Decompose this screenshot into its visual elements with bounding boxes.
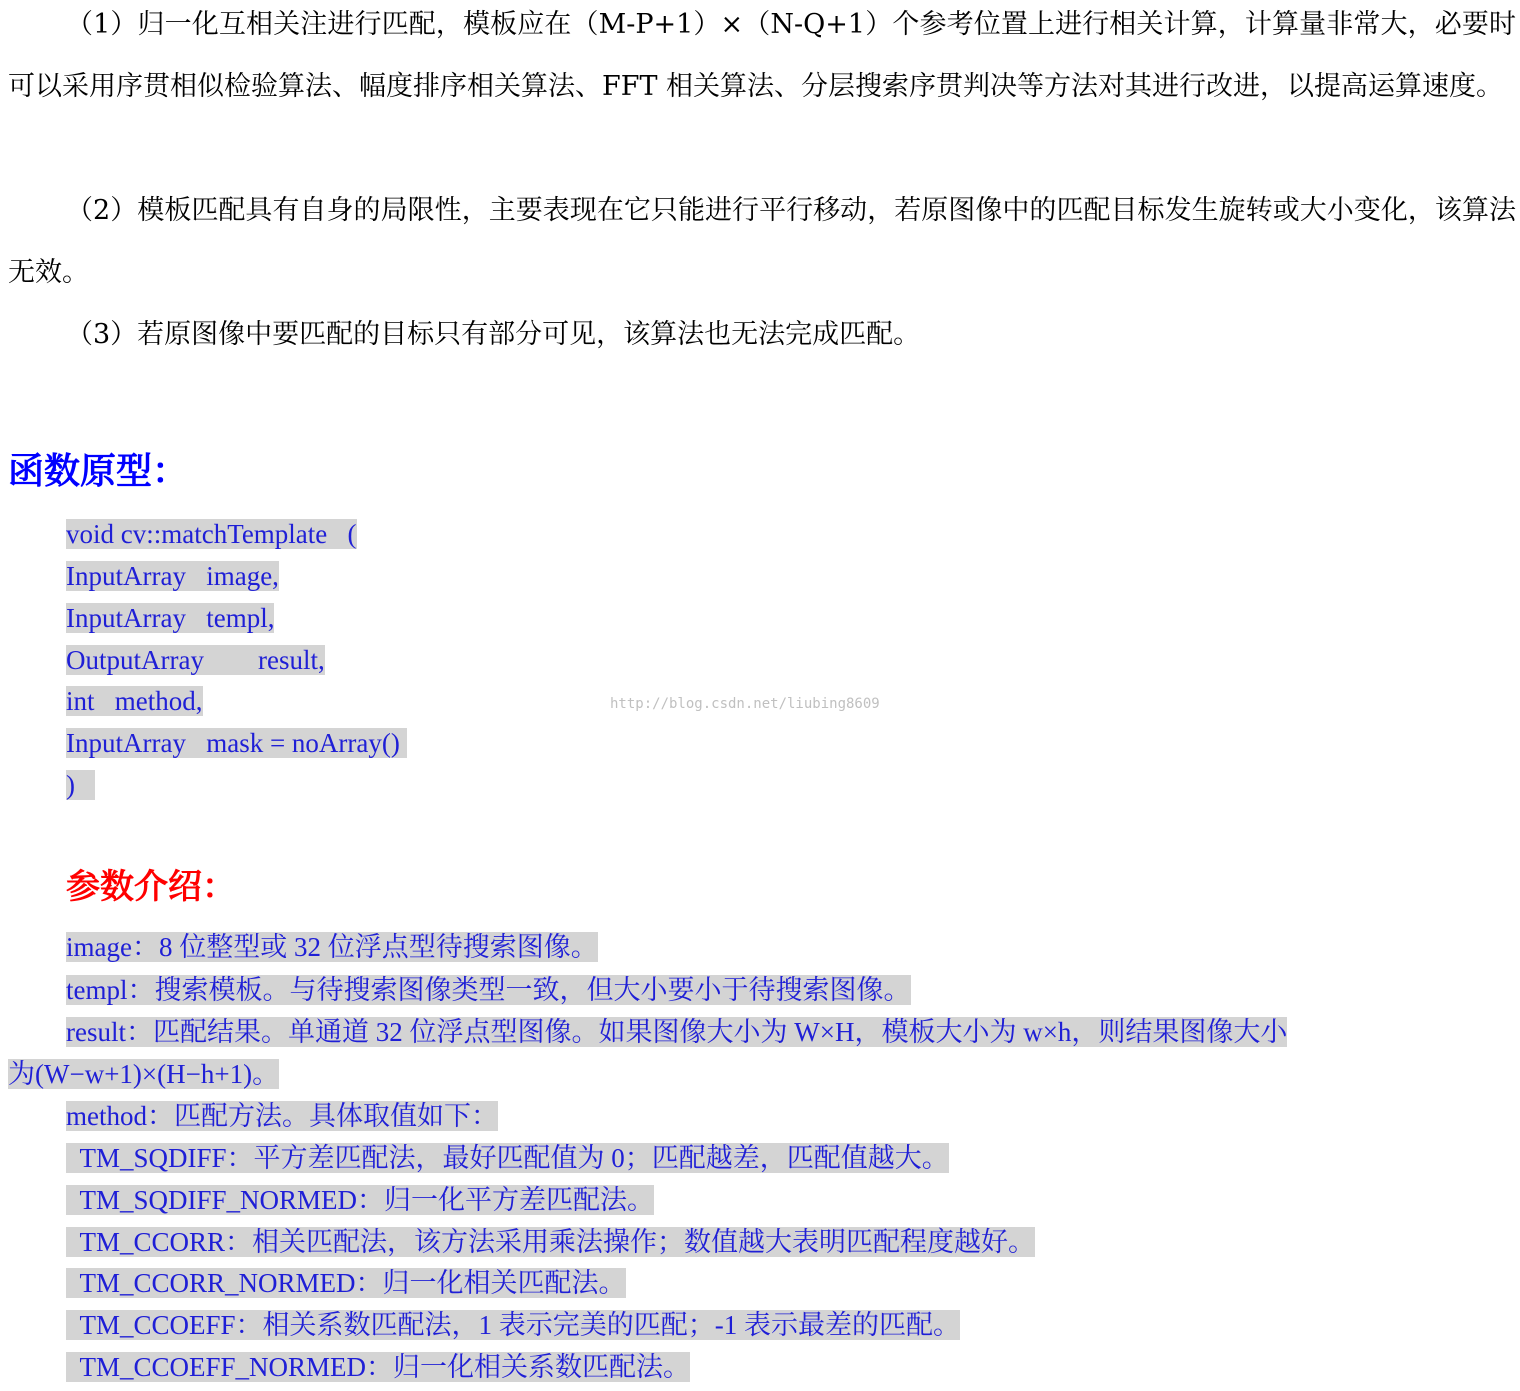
note-paragraph-2: （2）模板匹配具有自身的局限性，主要表现在它只能进行平行移动，若原图像中的匹配目标发生旋转或大小变化，该算法无效。 <box>8 195 1516 288</box>
method-tm-ccorr-normed: TM_CCORR_NORMED：归一化相关匹配法。 <box>66 1268 626 1298</box>
method-tm-ccoeff-normed: TM_CCOEFF_NORMED：归一化相关系数匹配法。 <box>66 1352 690 1382</box>
code-line-2: InputArray image, <box>66 561 279 591</box>
prototype-heading: 函数原型： <box>8 450 189 492</box>
param-templ: templ：搜索模板。与待搜索图像类型一致，但大小要小于待搜索图像。 <box>66 975 911 1005</box>
note-paragraph-1: （1）归一化互相关注进行匹配，模板应在（M-P+1）×（N-Q+1）个参考位置上进行相关计算，计算量非常大，必要时可以采用序贯相似检验算法、幅度排序相关算法、FFT 相关算法、分层搜索序贯判决等方法对其进行改进，以提高运算速度。 <box>8 9 1516 102</box>
code-line-6: InputArray mask = noArray() <box>66 728 407 758</box>
code-line-1: void cv::matchTemplate ( <box>66 519 357 549</box>
code-line-4: OutputArray result, <box>66 645 325 675</box>
param-image: image：8 位整型或 32 位浮点型待搜索图像。 <box>66 932 598 962</box>
method-tm-sqdiff: TM_SQDIFF：平方差匹配法，最好匹配值为 0；匹配越差，匹配值越大。 <box>66 1143 949 1173</box>
note-paragraph-3: （3）若原图像中要匹配的目标只有部分可见，该算法也无法完成匹配。 <box>66 319 921 350</box>
param-method: method：匹配方法。具体取值如下： <box>66 1101 498 1131</box>
param-result-line1: result：匹配结果。单通道 32 位浮点型图像。如果图像大小为 W×H，模板大小为 w×h，则结果图像大小 <box>66 1017 1288 1047</box>
code-line-7: ) <box>66 770 96 800</box>
method-tm-ccorr: TM_CCORR：相关匹配法，该方法采用乘法操作；数值越大表明匹配程度越好。 <box>66 1227 1035 1257</box>
method-tm-ccoeff: TM_CCOEFF：相关系数匹配法，1 表示完美的匹配；-1 表示最差的匹配。 <box>66 1310 960 1340</box>
watermark-url: http://blog.csdn.net/liubing8609 <box>610 696 880 712</box>
code-line-3: InputArray templ, <box>66 603 275 633</box>
param-result-line2: 为(W−w+1)×(H−h+1)。 <box>8 1059 280 1089</box>
params-heading: 参数介绍： <box>66 867 236 907</box>
method-tm-sqdiff-normed: TM_SQDIFF_NORMED：归一化平方差匹配法。 <box>66 1185 654 1215</box>
code-line-5: int method, <box>66 686 203 716</box>
